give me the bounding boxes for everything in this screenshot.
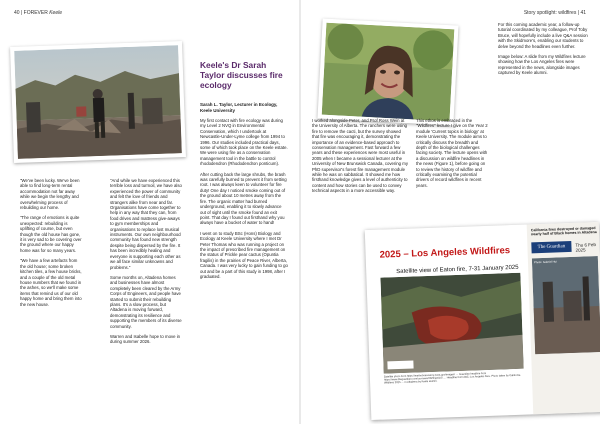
paragraph: Warren and Isabelle hope to move in during summer 2026. (110, 333, 181, 345)
header-separator: | (20, 10, 23, 16)
newspaper-headline: California fires destroyed or damaged nearly half of Black homes in Altadena (530, 226, 597, 237)
section-title: Story spotlight: wildfires (523, 10, 577, 16)
paragraph: "And while we have experienced this terrible loss and turmoil, we have also experienced the power of community and felt the love of friends and strangers alike from near and far. Organisations have come together to help in any way that they can, from food drives and mattress give-aways to gym memberships and organisations to replace lost musical instruments. Our own neighbourhood community has found new strength despite being dispersed by the fire. It has been incredibly healing and everyone is supporting each other as we all face similar unknowns and problems." (110, 178, 182, 270)
header-separator: | (577, 10, 580, 16)
newspaper-photo (532, 256, 600, 354)
paragraph: "We have a few artefacts from the old house; some broken kitchen tiles, a few house bricks, and a couple of the old metal house numbers that we found in the ashes, so we'll make some items that remind us of our old happy home and bring them into the new house. (20, 258, 82, 307)
satellite-map-image (380, 273, 523, 374)
story-column-3 (200, 118, 288, 284)
lecture-slide-image (365, 222, 600, 420)
slide-title: 2025 – Los Angeles Wildfires (379, 245, 511, 261)
photo-sarah-taylor-portrait (317, 19, 458, 126)
paragraph: "We've been lucky. We've been able to find long-term rental accommodation not far away while we begin the lengthy and overwhelming process of rebuilding our home. (20, 178, 80, 211)
page-header-right (524, 10, 586, 16)
photo-credit: Photo: Gabriel Hui (533, 259, 557, 265)
page-number-right: 41 (580, 10, 586, 16)
story-column-6 (498, 22, 588, 81)
section-label: FOREVER (23, 10, 48, 16)
article-byline: Sarah L. Taylor, Lecturer in Ecology, Keele University (200, 102, 278, 113)
newspaper-clipping (527, 222, 600, 414)
page-number-left: 40 (14, 10, 20, 16)
story-column-4 (312, 118, 408, 199)
story-column-1 (20, 178, 82, 312)
story-column-5 (416, 118, 488, 193)
newspaper-date: Thu 6 Feb 2025 (575, 242, 597, 253)
page-spine (299, 0, 301, 424)
slide-panel (373, 239, 529, 410)
article-headline: Keele's Dr Sarah Taylor discusses fire ecology (200, 60, 283, 90)
newspaper-logo: The Guardian (531, 241, 571, 253)
paragraph: My first contact with fire ecology was during my Level 2 NVQ in Environmental Conservation, which I undertook at Newcastle-Under-Lyme college from 1994 to 1996. Our studies included practical days, some of which took place on the Keele estate. We were using fire as a conservation management tool in the battle to control rhododendron (Rhododendron ponticum). (200, 118, 288, 167)
slide-caption: Satellite photo from https://earthobservatory.nasa.gov/images/ … Guardian headline from https://www.theguardian.com/us-news/2025/jan/10/ … Headline from ABC: Los Angeles fires. Photo taken by California Wildfires 2025 … in Altadena by Keele alumni. (383, 371, 521, 385)
paragraph: Some months on, Altadena homes and businesses have almost completely been cleared by the Army Corps of Engineers, and people have started to submit their rebuilding plans. It's a slow process, but Altadena is moving forward, demonstrating its resilience and supporting the members of its diverse community. (110, 274, 182, 329)
page-header-left (14, 10, 62, 16)
paragraph: For this coming academic year, a follow-up tutorial coordinated by my colleague, Prof Toby Bruce, will hopefully include a live Q&A session with the Skidmore's, enabling our students to delve beyond the headlines even further. (498, 22, 588, 49)
paragraph: I went on to study BSc (Hons) Biology and Ecology at Keele University where I met Dr Peter Thomas who was running a project on the impact of prescribed fire management on the status of Prickle pear cactus (Opuntia fragilis) in the prairies of Peace River, Alberta, Canada. I was very lucky to gain funding to go out and be a part of this study in 1998, after I graduated. (200, 230, 288, 279)
photo-burned-house (10, 41, 186, 163)
slide-subtitle: Satellite view of Eaton fire, 7-31 January 2025 (396, 264, 519, 276)
magazine-name: Keele (49, 10, 63, 16)
image-caption: Image below: A slide from my Wildfires lecture showing how the Los Angeles fires were represented in the news, alongside images captured by Keele alumni. (498, 54, 586, 76)
story-column-2 (110, 178, 182, 350)
paragraph: After cutting back the large shrubs, the brash was carefully burned to prevent it from setting root. I was always keen to volunteer for fire duty! One day I noticed smoke coming out of the ground about 10 metres away from the fire. The organic matter had burned underground, enabling it to slowly advance out of sight until the smoke found an exit point. That day I found out firsthand why you always have a bucket of water to hand! (200, 171, 287, 226)
paragraph: "The range of emotions is quite unexpected: rebuilding is uplifting of course, but even though the old house has gone, it is very sad to be covering over the ground where our happy home was for so many years. (20, 215, 82, 253)
paragraph: This ethos is embraced in the "Wildfires" lecture I give on the Year 2 module 'Current topics in biology' at Keele University. The module aims to critically discuss the breadth and depth of the biological challenges facing society. The lecture opens with a discussion on wildfire headlines in the news (Figure 1), before going on to review the history of wildfire and critically examining the potential drivers of record wildfires in recent years. (416, 118, 488, 188)
paragraph: I worked alongside Peter, and Prof Ross Wein at the University of Alberta. The ranchers were using fire to remove the cacti, but the survey showed that fire was encouraging it, demonstrating the importance of an evidence-based approach to conservation management. Fast forward a few years and these experiences were most useful in 2005 when I became a sessional lecturer at the University of New Brunswick Canada, covering my PhD supervisor's forest fire management module while he was on sabbatical. It showed me how firsthand knowledge gives a level of authenticity to content and how stories can be used to convey technical aspects in a more accessible way. (312, 118, 408, 194)
